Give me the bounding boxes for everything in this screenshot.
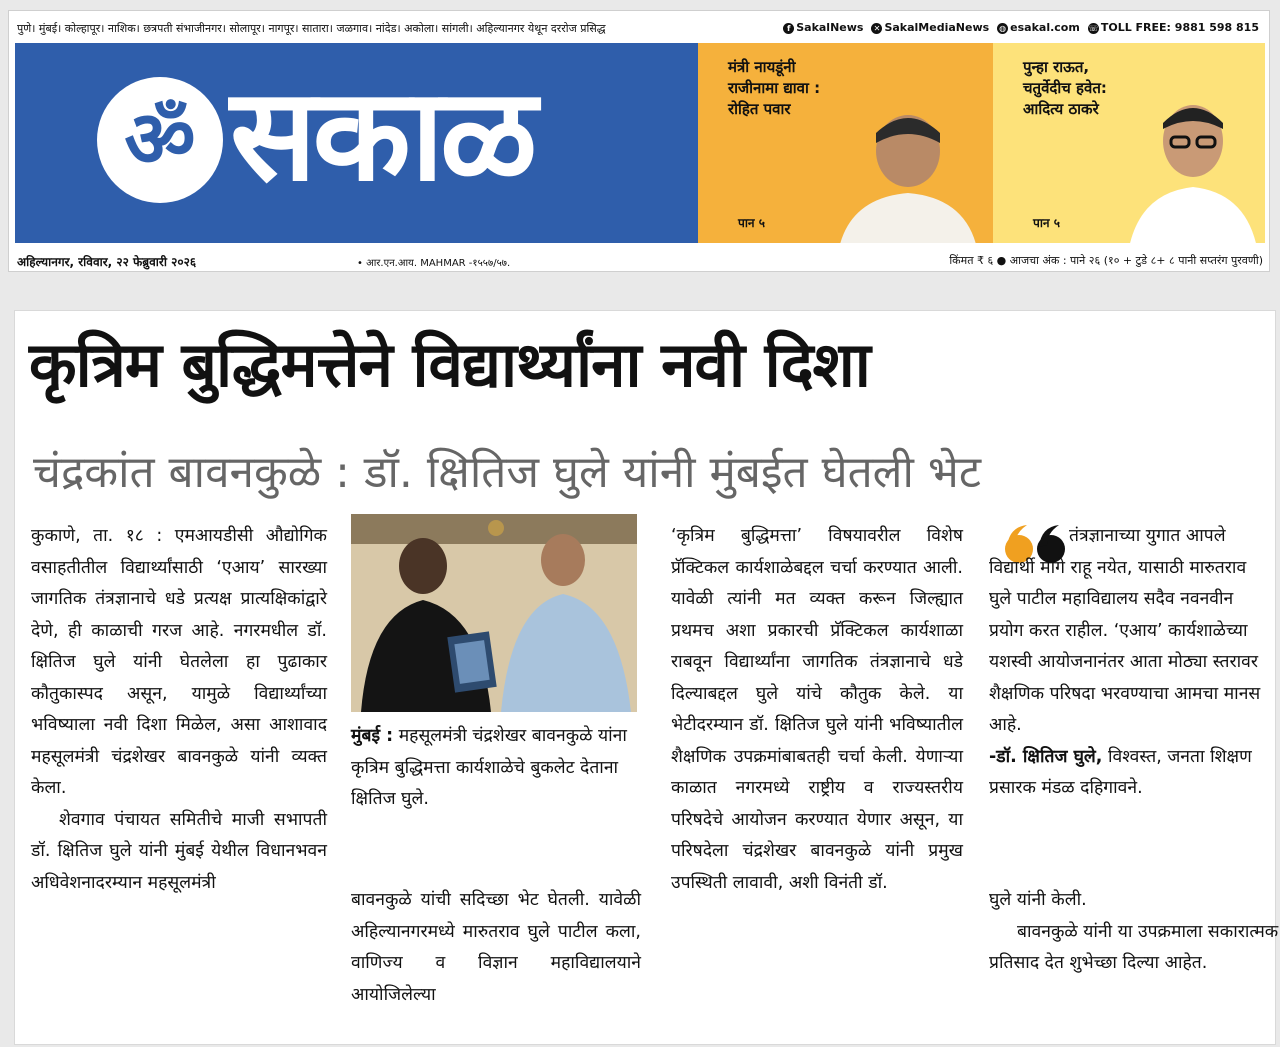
facebook-icon: f bbox=[783, 23, 794, 34]
caption-place: मुंबई : bbox=[351, 726, 394, 746]
teaser-headline: पुन्हा राऊत, चतुर्वेदीच हवेत: आदित्य ठाकरे bbox=[1023, 58, 1107, 118]
masthead bbox=[8, 10, 1270, 272]
article-column-4: घुले यांनी केली. बावनकुळे यांनी या उपक्रमाला सकारात्मक प्रतिसाद देत शुभेच्छा दिल्या आहेत. bbox=[989, 890, 1279, 973]
phone-icon: ☏ bbox=[1088, 24, 1099, 33]
edition-cities: पुणे। मुंबई। कोल्हापूर। नाशिक। छत्रपती संभाजीनगर। सोलापूर। नागपूर। सातारा। जळगाव। नांदेड। अकोला। सांगली। अहिल्यानगर येथून दररोज प्रसिद्ध bbox=[17, 22, 606, 35]
newspaper-logo: सकाळ bbox=[230, 61, 534, 210]
registration-number: • आर.एन.आय. MAHMAR -१५५७/५७. bbox=[357, 258, 511, 269]
x-link[interactable]: ✕ SakalMediaNews bbox=[871, 21, 989, 34]
om-icon: ॐ bbox=[124, 94, 196, 185]
logo-banner bbox=[15, 43, 698, 243]
pull-quote: तंत्रज्ञानाच्या युगात आपले विद्यार्थी मागे राहू नयेत, यासाठी मारुतराव घुले पाटील महाविद्यालय सदैव नवनवीन प्रयोग करत राहील. ‘एआय’ कार्यशाळेच्या यशस्वी आयोजनानंतर आता मोठ्या स्तरावर शैक्षणिक परिषदा भरवण्याचा आमचा मानस आहे. -डॉ. क्षितिज घुले, विश्वस्त, जनता शिक्षण प्रसारक मंडळ दहिगावने. bbox=[989, 526, 1261, 798]
teaser-headline: मंत्री नायडूंनी राजीनामा द्यावा : रोहित पवार bbox=[728, 58, 821, 118]
globe-icon: ◍ bbox=[997, 23, 1008, 34]
news-article bbox=[14, 310, 1279, 1045]
x-icon: ✕ bbox=[871, 23, 882, 34]
social-links bbox=[783, 21, 1259, 34]
article-column-2: बावनकुळे यांची सदिच्छा भेट घेतली. यावेळी अहिल्यानगरमध्ये मारुतराव घुले पाटील कला, वाणिज्य व विज्ञान महाविद्यालयाने आयोजिलेल्या bbox=[351, 890, 641, 1005]
person-photo-icon bbox=[828, 103, 988, 243]
article-column-1 bbox=[31, 521, 327, 899]
teaser-rohit-pawar[interactable] bbox=[698, 43, 993, 243]
article-paragraph: कुकाणे, ता. १८ : एमआयडीसी औद्योगिक वसाहतीतील विद्यार्थ्यांसाठी ‘एआय’ सारख्या जागतिक तंत्रज्ञानाचे धडे प्रत्यक्ष प्रात्यक्षिकांद्वारे देणे, ही काळाची गरज आहे. नगरमधील डॉ. क्षितिज घुले यांनी घेतलेला हा पुढाकार कौतुकास्पद असून, यामुळे विद्यार्थ्यांच्या भविष्याला नवी दिशा मिळेल, असा आशावाद महसूलमंत्री चंद्रशेखर बावनकुळे यांनी व्यक्त केला. bbox=[31, 526, 327, 798]
teaser-aditya-thackeray[interactable] bbox=[993, 43, 1265, 243]
meeting-photo-icon bbox=[351, 514, 637, 712]
tollfree-number: ☏ TOLL FREE: 9881 598 815 bbox=[1088, 21, 1259, 34]
article-headline: कृत्रिम बुद्धिमत्तेने विद्यार्थ्यांना नवी दिशा bbox=[29, 328, 870, 401]
teaser-page-number: पान ५ bbox=[1033, 216, 1061, 230]
person-photo-icon bbox=[1123, 93, 1263, 243]
top-strip bbox=[9, 11, 1269, 47]
website-link[interactable]: ◍ esakal.com bbox=[999, 21, 1080, 34]
article-column-3: ‘कृत्रिम बुद्धिमत्ता’ विषयावरील विशेष प्रॅक्टिकल कार्यशाळेबद्दल चर्चा करण्यात आली. यावेळी त्यांनी मत व्यक्त करून जिल्ह्यात प्रथमच अशा प्रकारची प्रॅक्टिकल कार्यशाळा राबवून विद्यार्थ्यांना जागतिक तंत्रज्ञानाचे धडे दिल्याबद्दल घुले यांचे कौतुक केले. या भेटीदरम्यान डॉ. क्षितिज घुले यांनी भविष्यातील शैक्षणिक उपक्रमांबाबतही चर्चा केली. येणाऱ्या काळात नगरमध्ये राष्ट्रीय व राज्यस्तरीय परिषदेचे आयोजन करण्यात येणार असून, या परिषदेला चंद्रशेखर बावनकुळे यांनी प्रमुख उपस्थिती लावावी, अशी विनंती डॉ. bbox=[671, 526, 963, 893]
facebook-link[interactable]: f SakalNews bbox=[783, 21, 863, 34]
logo-emblem bbox=[97, 77, 223, 203]
edition-date: अहिल्यानगर, रविवार, २२ फेब्रुवारी २०२६ bbox=[17, 255, 197, 269]
article-photo bbox=[351, 514, 637, 712]
quote-role: विश्वस्त, जनता शिक्षण प्रसारक मंडळ दहिगावने. bbox=[989, 746, 1252, 798]
article-subhead: चंद्रकांत बावनकुळे : डॉ. क्षितिज घुले यांनी मुंबईत घेतली भेट bbox=[33, 447, 982, 498]
article-paragraph: शेवगाव पंचायत समितीचे माजी सभापती डॉ. क्षितिज घुले यांनी मुंबई येथील विधानभवन अधिवेशनादरम्यान महसूलमंत्री bbox=[31, 809, 327, 893]
quote-author: -डॉ. क्षितिज घुले, bbox=[989, 746, 1103, 767]
price-info: किंमत ₹ ६ ● आजचा अंक : पाने २६ (१० + टुडे ८+ ८ पानी सप्तरंग पुरवणी) bbox=[949, 254, 1263, 267]
dateline bbox=[17, 253, 1263, 269]
teaser-page-number: पान ५ bbox=[738, 216, 766, 230]
photo-caption: मुंबई : महसूलमंत्री चंद्रशेखर बावनकुळे यांना कृत्रिम बुद्धिमत्ता कार्यशाळेचे बुकलेट देताना क्षितिज घुले. bbox=[351, 726, 627, 809]
